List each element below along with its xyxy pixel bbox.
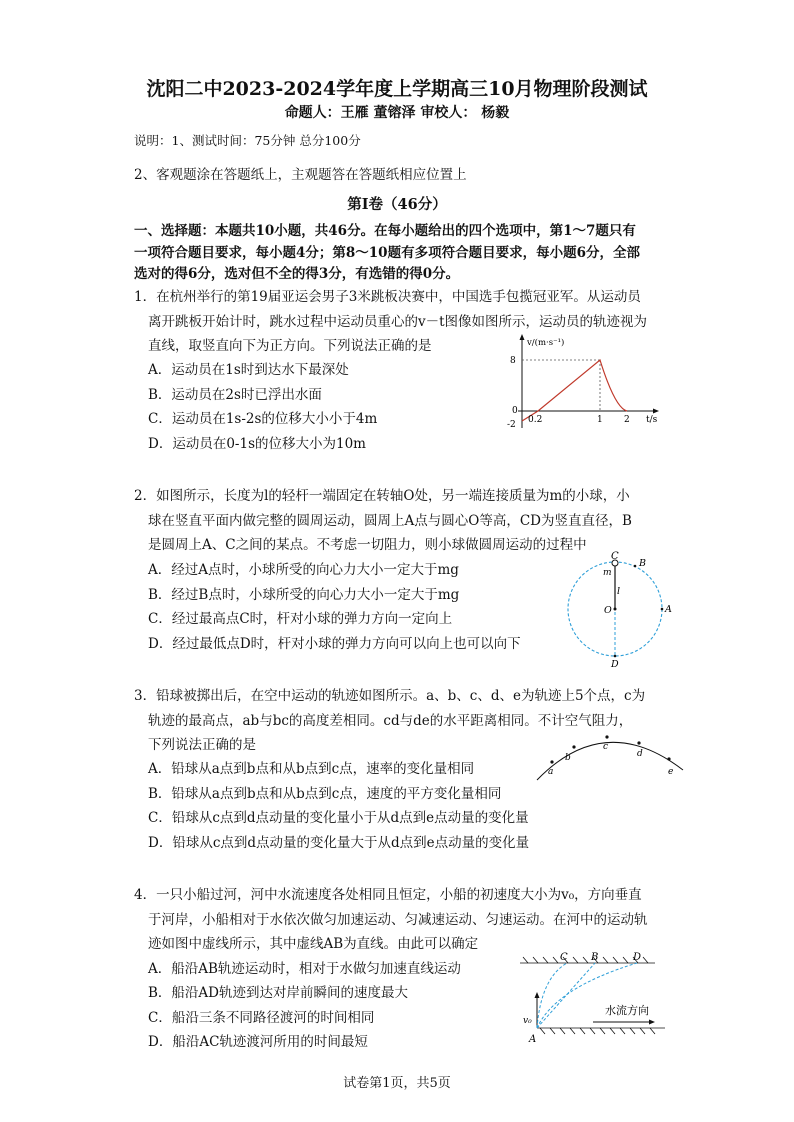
q3-stem-line: 轨迹的最高点，ab与bc的高度差相同。cd与de的水平距离相同。不计空气阻力， [148,713,633,729]
q3-option-d: D．铅球从c点到d点动量的变化量大于从d点到e点动量的变化量 [148,835,530,851]
q2-stem-line: 2．如图所示，长度为l的轻杆一端固定在转轴O处，另一端连接质量为m的小球，小 [134,488,630,504]
section-title: 第Ⅰ卷（46分） [347,196,447,213]
q2-option-c: C．经过最高点C时，杆对小球的弹力方向一定向上 [148,611,453,627]
q4-label: D [633,952,642,963]
q4-stem-line: 4．一只小船过河，河中水流速度各处相同且恒定，小船的初速度大小为v₀，方向垂直 [134,887,642,903]
q3-option-b: B．铅球从a点到b点和从b点到c点，速度的平方变化量相同 [148,786,502,802]
q2-label: A [665,604,672,615]
q4-option-c: C．船沿三条不同路径渡河的时间相同 [148,1010,375,1026]
q2-circle-figure [560,550,680,670]
q3-trajectory-figure [535,728,685,783]
q1-option-c: C．运动员在1s-2s的位移大小小于4m [148,411,378,427]
q3-option-a: A．铅球从a点到b点和从b点到c点，速率的变化量相同 [148,761,475,777]
q3-label: a [548,767,554,777]
q2-stem-line: 是圆周上A、C之间的某点。不考虑一切阻力，则小球做圆周运动的过程中 [148,537,587,553]
q1-graph-tick: 2 [624,415,630,425]
section-instruction-line: 一、选择题：本题共10小题，共46分。在每小题给出的四个选项中，第1～7题只有 [134,223,636,239]
q1-graph-tick: 0.2 [528,415,543,425]
section-instruction-line: 一项符合题目要求，每小题4分；第8～10题有多项符合题目要求，每小题6分，全部 [134,245,640,261]
exam-note-2: 2、客观题涂在答题纸上，主观题答在答题纸相应位置上 [134,167,467,183]
q1-graph-tick: 1 [597,415,603,425]
q4-label: A [529,1034,537,1045]
q3-stem-line: 下列说法正确的是 [148,737,256,753]
q3-label: d [637,749,643,759]
q3-label: b [565,753,571,763]
q1-graph-y-label: v/(m·s⁻¹) [527,338,565,348]
q1-stem-line: 直线，取竖直向下为正方向。下列说法正确的是 [148,338,432,354]
q1-option-a: A．运动员在1s时到达水下最深处 [148,362,349,378]
q4-stem-line: 迹如图中虚线所示，其中虚线AB为直线。由此可以确定 [148,936,479,952]
q4-label: B [591,952,599,963]
q2-label: D [611,659,619,670]
q1-graph-x-label: t/s [646,415,658,425]
q4-label: C [560,952,568,963]
q4-river-figure [515,948,675,1048]
q2-label: m [603,568,612,578]
q2-option-a: A．经过A点时，小球所受的向心力大小一定大于mg [148,562,459,578]
q2-stem-line: 球在竖直平面内做完整的圆周运动，圆周上A点与圆心O等高，CD为竖直直径，B [148,513,632,529]
q2-label: O [604,605,612,616]
q2-label: B [639,558,646,569]
q3-stem-line: 3．铅球被掷出后，在空中运动的轨迹如图所示。a、b、c、d、e为轨迹上5个点，c为 [134,688,646,704]
section-instruction-line: 选对的得6分，选对但不全的得3分，有选错的得0分。 [134,266,460,282]
q1-option-d: D．运动员在0-1s的位移大小为10m [148,436,366,452]
q2-label: l [617,586,621,597]
q3-label: e [668,767,674,777]
exam-title: 沈阳二中2023-2024学年度上学期高三10月物理阶段测试 [146,78,648,100]
q3-label: c [603,742,609,752]
q3-option-c: C．铅球从c点到d点动量的变化量小于从d点到e点动量的变化量 [148,810,529,826]
q1-stem-line: 离开跳板开始计时，跳水过程中运动员重心的v－t图像如图所示，运动员的轨迹视为 [148,314,648,330]
q4-stem-line: 于河岸，小船相对于水依次做匀加速运动、匀减速运动、匀速运动。在河中的运动轨 [148,912,648,928]
q1-stem-line: 1．在杭州举行的第19届亚运会男子3米跳板决赛中，中国选手包揽冠亚军。从运动员 [134,289,641,305]
q1-graph-tick: 0 [512,406,518,416]
q4-option-d: D．船沿AC轨迹渡河所用的时间最短 [148,1034,368,1050]
q1-graph-tick: 8 [510,356,516,366]
q1-option-b: B．运动员在2s时已浮出水面 [148,387,322,403]
q1-vt-graph [500,330,670,435]
q4-option-b: B．船沿AD轨迹到达对岸前瞬间的速度最大 [148,985,408,1001]
exam-note-1: 说明：1、测试时间：75分钟 总分100分 [134,133,361,148]
q2-option-d: D．经过最低点D时，杆对小球的弹力方向可以向上也可以向下 [148,636,521,652]
q4-flow-label: 水流方向 [605,1004,649,1017]
q4-label: v₀ [523,1016,532,1026]
page-footer: 试卷第1页，共5页 [343,1076,451,1091]
q2-label: C [611,551,619,562]
exam-authors: 命题人：王雁 董镕泽 审校人： 杨毅 [284,105,510,121]
q1-graph-tick: -2 [507,420,516,430]
q4-option-a: A．船沿AB轨迹运动时，相对于水做匀加速直线运动 [148,961,461,977]
q2-option-b: B．经过B点时，小球所受的向心力大小一定大于mg [148,587,460,603]
